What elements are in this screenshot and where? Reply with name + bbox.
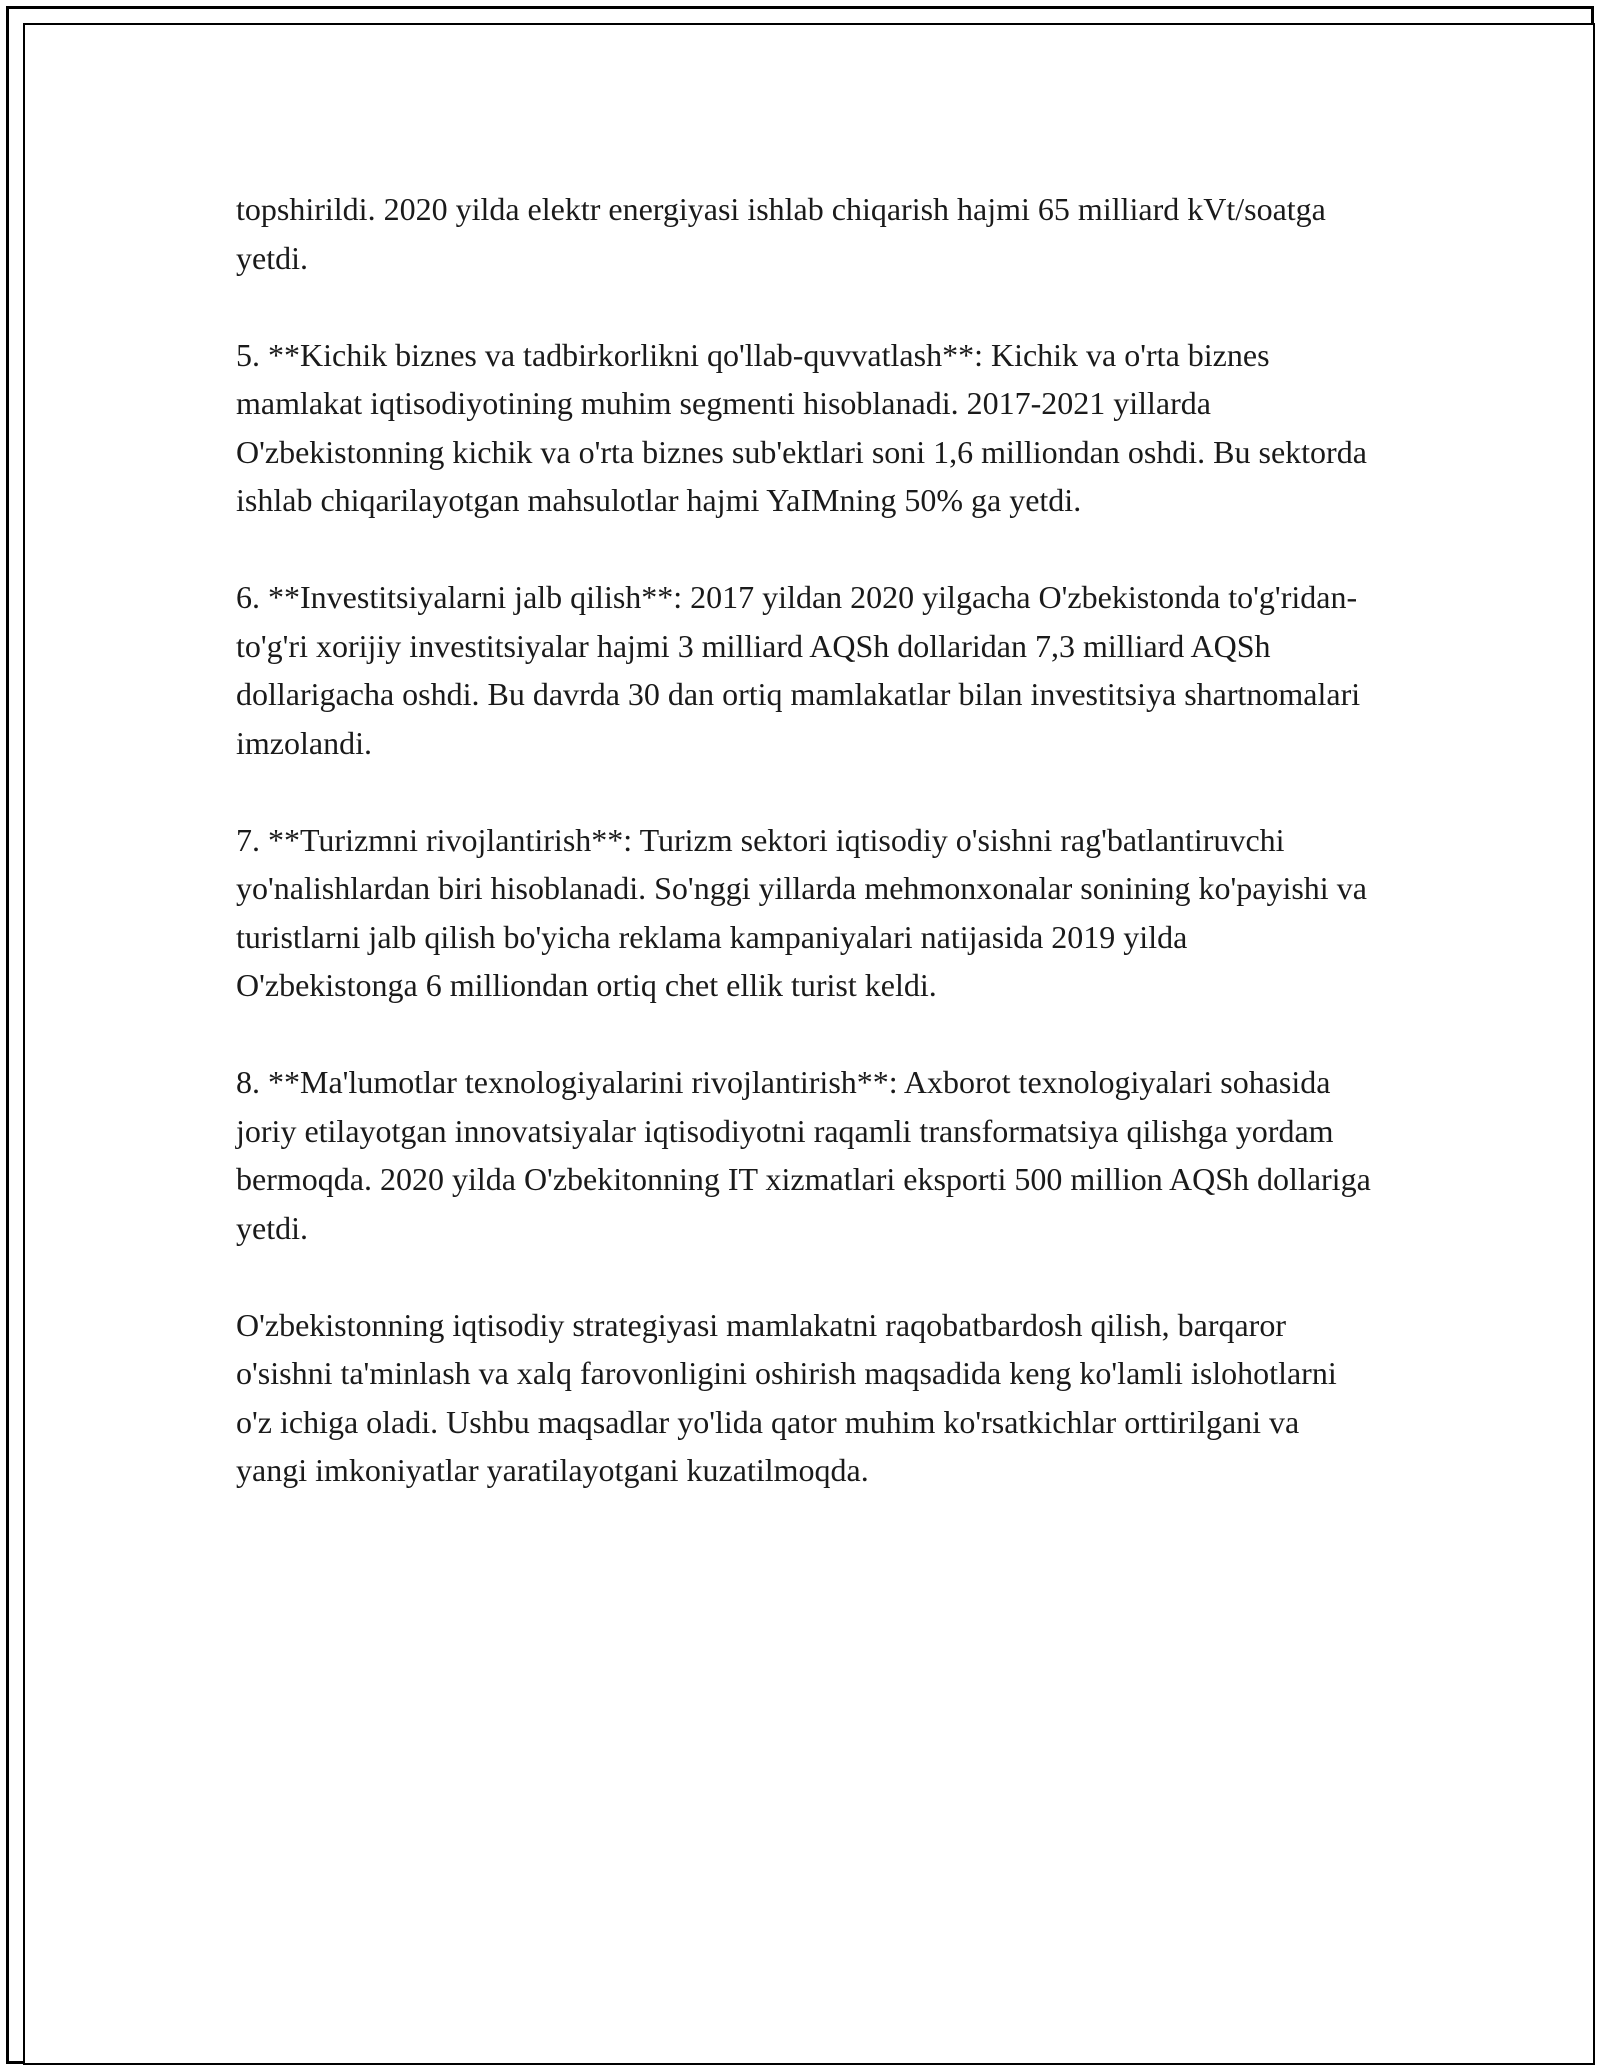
document-body (236, 185, 1376, 1495)
paragraph-information-technology: 8. **Ma'lumotlar texnologiyalarini rivojlantirish**: Axborot texnologiyalari sohasida joriy etilayotgan innovatsiyalar iqtisodiyotni raqamli transformatsiya qilishga yordam bermoqda. 2020 yilda O'zbekitonning IT xizmatlari eksporti 500 million AQSh dollariga yetdi. (236, 1064, 1371, 1246)
paragraph-conclusion: O'zbekistonning iqtisodiy strategiyasi mamlakatni raqobatbardosh qilish, barqaror o'sishni ta'minlash va xalq farovonligini oshirish maqsadida keng ko'lamli islohotlarni o'z ichiga oladi. Ushbu maqsadlar yo'lida qator muhim ko'rsatkichlar orttirilgani va yangi imkoniyatlar yaratilayotgani kuzatilmoqda. (236, 1306, 1337, 1488)
paragraph-tourism: 7. **Turizmni rivojlantirish**: Turizm sektori iqtisodiy o'sishni rag'batlantiruvchi yo'nalishlardan biri hisoblanadi. So'nggi yillarda mehmonxonalar sonining ko'payishi va turistlarni jalb qilish bo'yicha reklama kampaniyalari natijasida 2019 yilda O'zbekistonga 6 milliondan ortiq chet ellik turist keldi. (236, 821, 1367, 1003)
paragraph-investments: 6. **Investitsiyalarni jalb qilish**: 2017 yildan 2020 yilgacha O'zbekistonda to'g'ridan-to'g'ri xorijiy investitsiyalar hajmi 3 milliard AQSh dollaridan 7,3 milliard AQSh dollarigacha oshdi. Bu davrda 30 dan ortiq mamlakatlar bilan investitsiya shartnomalari imzolandi. (236, 579, 1361, 761)
paragraph-small-business: 5. **Kichik biznes va tadbirkorlikni qo'llab-quvvatlash**: Kichik va o'rta biznes mamlakat iqtisodiyotining muhim segmenti hisoblanadi. 2017-2021 yillarda O'zbekistonning kichik va o'rta biznes sub'ektlari soni 1,6 milliondan oshdi. Bu sektorda ishlab chiqarilayotgan mahsulotlar hajmi YaIMning 50% ga yetdi. (236, 336, 1367, 518)
paragraph-electricity-continuation: topshirildi. 2020 yilda elektr energiyasi ishlab chiqarish hajmi 65 milliard kVt/soatga yetdi. (236, 191, 1326, 276)
